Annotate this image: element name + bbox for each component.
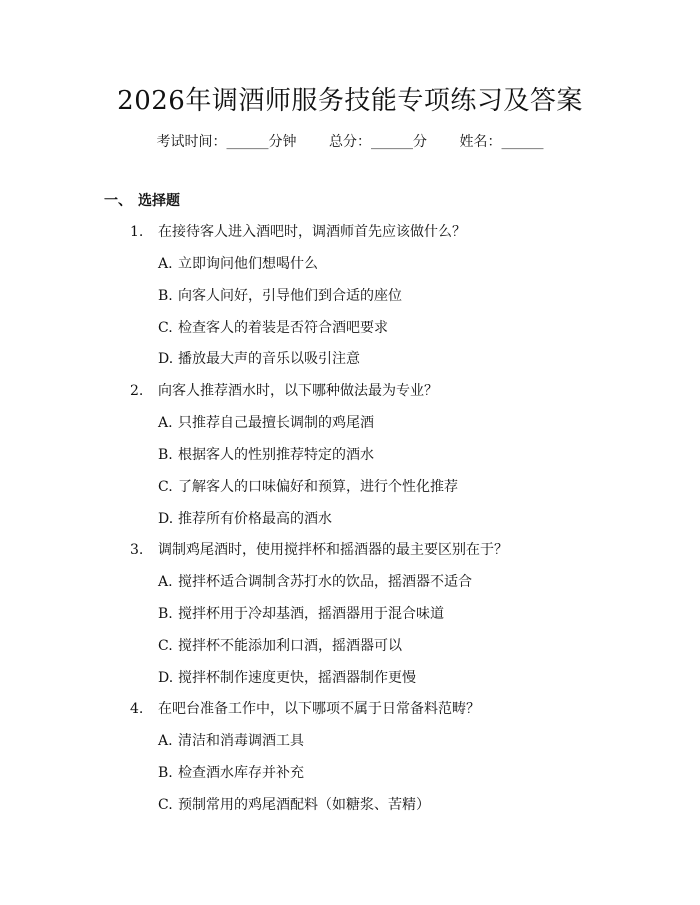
question-number: 2.	[130, 383, 144, 399]
option-3d	[158, 668, 416, 688]
option-text: 检查客人的着装是否符合酒吧要求	[178, 320, 388, 336]
option-1c	[158, 318, 388, 338]
option-text: 只推荐自己最擅长调制的鸡尾酒	[178, 415, 374, 431]
section-title: 选择题	[138, 193, 180, 209]
option-4c	[158, 795, 430, 815]
option-letter: C.	[158, 320, 173, 336]
exam-name: 姓名：______	[459, 134, 544, 150]
option-text: 推荐所有价格最高的酒水	[178, 511, 332, 527]
option-text: 立即询问他们想喝什么	[178, 256, 318, 272]
document-title: 2026年调酒师服务技能专项练习及答案	[117, 86, 583, 116]
option-4a	[158, 731, 304, 751]
option-text: 根据客人的性别推荐特定的酒水	[178, 447, 374, 463]
question-number: 4.	[130, 701, 144, 717]
exam-time: 考试时间：______分钟	[156, 134, 297, 150]
option-3c	[158, 636, 402, 656]
option-text: 搅拌杯用于冷却基酒，摇酒器用于混合味道	[178, 606, 444, 622]
option-letter: B.	[158, 288, 173, 304]
question-text: 调制鸡尾酒时，使用搅拌杯和摇酒器的最主要区别在于？	[158, 542, 508, 558]
option-text: 了解客人的口味偏好和预算，进行个性化推荐	[178, 479, 458, 495]
section-heading	[104, 191, 180, 211]
question-text: 在吧台准备工作中，以下哪项不属于日常备料范畴？	[158, 701, 480, 717]
question-4	[130, 699, 480, 719]
option-text: 清洁和消毒调酒工具	[178, 733, 304, 749]
option-letter: B.	[158, 765, 173, 781]
question-2	[130, 381, 438, 401]
question-text: 向客人推荐酒水时，以下哪种做法最为专业？	[158, 383, 438, 399]
option-letter: C.	[158, 479, 173, 495]
option-2a	[158, 413, 374, 433]
question-1	[130, 222, 466, 242]
option-text: 播放最大声的音乐以吸引注意	[178, 351, 360, 367]
option-letter: D.	[158, 670, 174, 686]
question-number: 1.	[130, 224, 144, 240]
option-text: 预制常用的鸡尾酒配料（如糖浆、苦精）	[178, 797, 430, 813]
option-letter: A.	[158, 733, 173, 749]
option-2b	[158, 445, 374, 465]
option-letter: D.	[158, 351, 174, 367]
option-text: 搅拌杯制作速度更快，摇酒器制作更慢	[178, 670, 416, 686]
exam-score: 总分：______分	[329, 134, 427, 150]
option-2d	[158, 509, 332, 529]
option-letter: A.	[158, 574, 173, 590]
option-1b	[158, 286, 402, 306]
exam-meta	[0, 132, 700, 152]
option-3a	[158, 572, 472, 592]
option-letter: B.	[158, 606, 173, 622]
option-letter: D.	[158, 511, 174, 527]
question-text: 在接待客人进入酒吧时，调酒师首先应该做什么？	[158, 224, 466, 240]
option-1a	[158, 254, 318, 274]
question-number: 3.	[130, 542, 144, 558]
option-text: 搅拌杯适合调制含苏打水的饮品，摇酒器不适合	[178, 574, 472, 590]
option-3b	[158, 604, 444, 624]
option-letter: C.	[158, 797, 173, 813]
option-text: 检查酒水库存并补充	[178, 765, 304, 781]
option-letter: C.	[158, 638, 173, 654]
option-letter: B.	[158, 447, 173, 463]
option-letter: A.	[158, 256, 173, 272]
option-2c	[158, 477, 458, 497]
option-4b	[158, 763, 304, 783]
option-text: 搅拌杯不能添加利口酒，摇酒器可以	[178, 638, 402, 654]
option-letter: A.	[158, 415, 173, 431]
option-1d	[158, 349, 360, 369]
option-text: 向客人问好，引导他们到合适的座位	[178, 288, 402, 304]
question-3	[130, 540, 508, 560]
section-number: 一、	[104, 193, 132, 209]
